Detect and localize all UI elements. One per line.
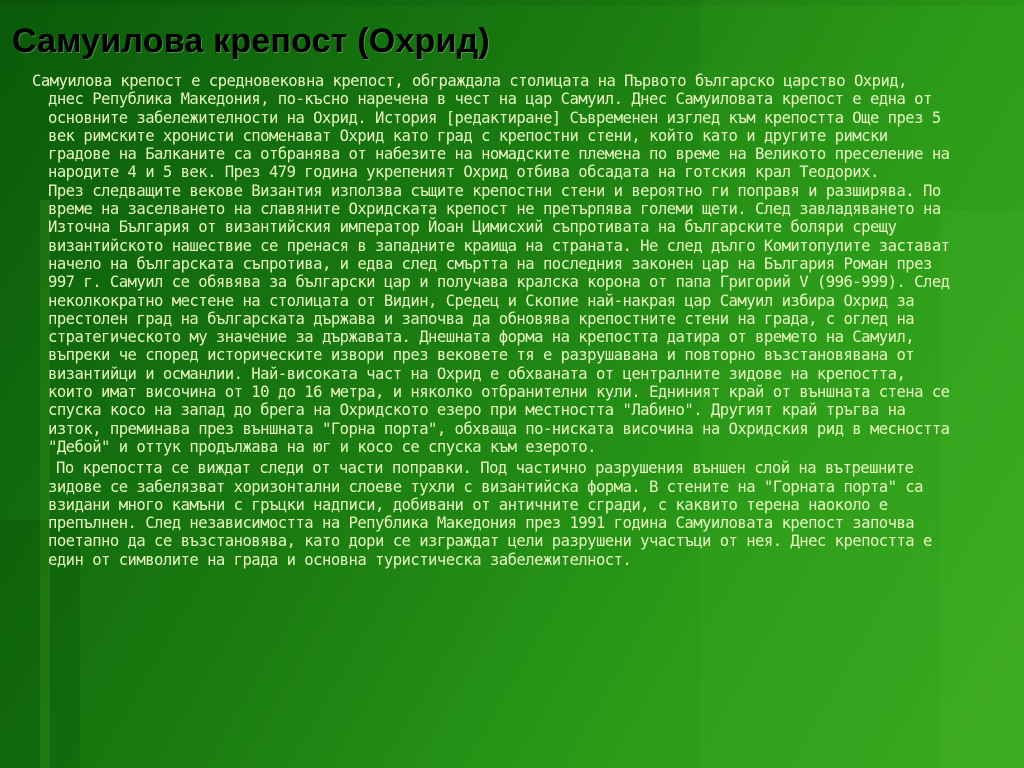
paragraph-history <box>30 181 959 456</box>
background-band-right-lower <box>940 210 1024 768</box>
paragraph-intro <box>30 72 959 182</box>
paragraph-repairs <box>30 459 950 569</box>
paragraph-repairs-text: По крепостта се виждат следи от части поправки. Под частично разрушения външен слой на вътрешните зидове се забелязват хоризонтални слоеве тухли с византийска форма. В стените на "Горната порта" са взидани много камъни с гръцки надписи, добивани от античните сгради, с каквито терена наоколо е препълнен. След независимостта на Република Македония през 1991 година Самуиловата крепост започва поетапно да се възстановява, като дори се изграждат цели разрушени участъци от нея. Днес крепостта е един от символите на града и основна туристическа забележителност. <box>48 459 941 569</box>
paragraph-history-text: През следващите векове Византия използва същите крепостни стени и вероятно ги поправя и разширява. По време на заселването на славяните Охридската крепост не претърпява големи щети. След завладяването на Източна България от византийския император Йоан Цимисхий съпротивата на българските боляри срещу византийското нашествие се пренася в западните краища на страната. Не след дълго Комитопулите застават начело на българската съпротива, и едва след смъртта на последния законен цар на България Роман през 997 г. Самуил се обявява за български цар и получава кралска корона от папа Григорий V (996-999). След неколкократно местене на столицата от Видин, Средец и Скопие най-накрая цар Самуил избира Охрид за престолен град на българската държава и започва да обновява крепостните стени на града, с оглед на стратегическото му значение за държавата. Днешната форма на крепостта датира от времето на Самуил, въпреки че според историческите извори през вековете тя е разрушавана и повторно възстановявана от византийци и османлии. Най-високата част на Охрид е обхваната от централните зидове на крепостта, които имат височина от 10 до 16 метра, и няколко отбранителни кули. Едниният край от външната стена се спуска косо на запад до брега на Охридското езеро при местността "Лабино". Другият край тръгва на изток, преминава през външната "Горна порта", обхваща по-ниската височина на Охридския рид в месността "Дебой" и оттук продължава на юг и косо се спуска към езерото. <box>48 181 959 456</box>
slide-body <box>30 72 959 569</box>
paragraph-intro-text: Самуилова крепост е средновековна крепост, обграждала столицата на Първото българско царство Охрид, днес Република Македония, по-късно наречена в чест на цар Самуил. Днес Самуиловата крепост е една от основните забележителности на Охрид. История [редактиране] Съвременен изглед към крепостта Още през 5 век римските хронисти споменават Охрид като град с крепостни стени, който като и другите римски градове на Балканите са отбранява от набезите на номадските племена по време на Великото преселение на народите 4 и 5 век. През 479 година укрепеният Охрид отбива обсадата на готския крал Теодорих. <box>32 72 959 182</box>
slide-title: Самуилова крепост (Охрид) <box>12 22 490 60</box>
